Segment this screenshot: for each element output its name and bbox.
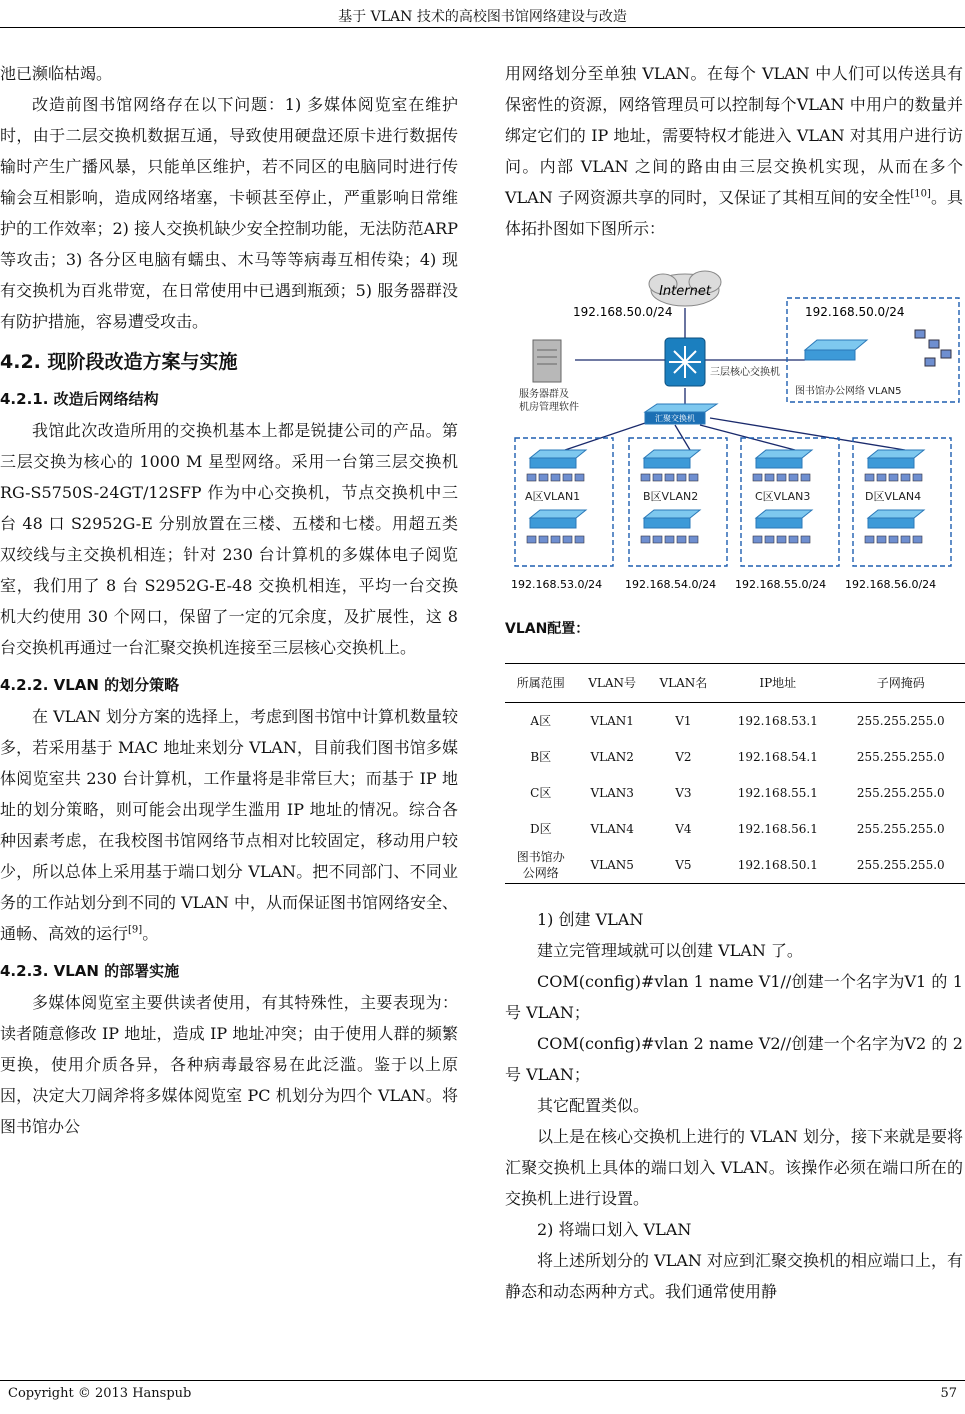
- zone-b-label: B区VLAN2: [643, 490, 699, 503]
- code-paragraph: COM(config)#vlan 1 name V1//创建一个名字为V1 的 1 号 VLAN；: [505, 972, 963, 1022]
- zone-a-label: A区VLAN1: [525, 490, 581, 503]
- column-header: VLAN名: [648, 664, 719, 703]
- copyright-footer: Copyright © 2013 Hanspub: [8, 1386, 192, 1401]
- paragraph: 多媒体阅览室主要供读者使用，有其特殊性，主要表现为：读者随意修改 IP 地址，造成 IP 地址冲突；由于使用人群的频繁更换，使用介质各异，各种病毒最容易在此泛滥。鉴于以上原因，决定大刀阔斧将多媒体阅览室 PC 机划分为四个 VLAN。将图书馆办公: [0, 993, 458, 1136]
- internet-label: Internet: [659, 284, 711, 299]
- internet-cloud-icon: [649, 271, 721, 306]
- subsection-heading-4-2-3: 4.2.3. VLAN 的部署实施: [0, 962, 180, 980]
- citation-ref: [10]: [910, 188, 931, 200]
- aggregation-switch-label: 汇聚交换机: [655, 414, 695, 423]
- table-cell: 图书馆办 公网络: [505, 847, 577, 884]
- citation-ref: [9]: [128, 924, 143, 936]
- office-switch-icon: [805, 340, 867, 360]
- zone-c-network: 192.168.55.0/24: [735, 578, 827, 591]
- network-label-left: 192.168.50.0/24: [573, 305, 673, 319]
- paragraph: 其它配置类似。: [537, 1096, 650, 1115]
- table-cell: VLAN5: [577, 847, 648, 884]
- zone-d-label: D区VLAN4: [865, 490, 922, 503]
- table-cell: V4: [675, 822, 692, 836]
- left-column: [0, 58, 458, 1142]
- table-cell: V2: [675, 750, 692, 764]
- column-header: 子网掩码: [837, 664, 965, 703]
- zone-d-network: 192.168.56.0/24: [845, 578, 937, 591]
- paragraph: 我馆此次改造所用的交换机基本上都是锐捷公司的产品。第三层交换为核心的 1000 M 星型网络。采用一台第三层交换机 RG-S5750S-24GT/12SFP 作为中心交换机，节点交换机中三台 48 口 S2952G-E 分别放置在三楼、五楼和七楼。用超五类双绞线与主交换机相连；针对 230 台计算机的多媒体电子阅览室，我们用了 8 台 S2952G-E-48 交换机相连，平均一台交换机大约使用 30 个网口，保留了一定的冗余度，及扩展性，这 8 台交换机再通过一台汇聚交换机连接至三层核心交换机上。: [0, 421, 458, 657]
- aggregation-switch-icon: [645, 404, 717, 424]
- table-cell: B区: [530, 750, 552, 764]
- server-label-2: 机房管理软件: [519, 402, 579, 413]
- table-cell: 255.255.255.0: [856, 786, 945, 800]
- table-cell: C区: [530, 786, 552, 800]
- table-cell: A区: [530, 714, 552, 728]
- network-label-right: 192.168.50.0/24: [805, 305, 905, 319]
- paragraph-end: 。: [142, 924, 159, 943]
- zone-a-network: 192.168.53.0/24: [511, 578, 603, 591]
- core-switch-icon: [665, 338, 705, 386]
- table-row: [505, 775, 965, 811]
- server-label-1: 服务器群及: [519, 389, 569, 400]
- column-header: 所属范围: [505, 664, 577, 703]
- paragraph: 将上述所划分的 VLAN 对应到汇聚交换机的相应端口上，有静态和动态两种方式。我们通常使用静: [505, 1251, 963, 1301]
- table-cell: 255.255.255.0: [837, 847, 965, 884]
- table-cell: VLAN4: [590, 822, 634, 836]
- table-cell: 255.255.255.0: [856, 822, 945, 836]
- table-cell: VLAN2: [590, 750, 634, 764]
- paragraph-text: 用网络划分至单独 VLAN。在每个 VLAN 中人们可以传送具有保密性的资源，网络管理员可以控制每个VLAN 中用户的数量并绑定它们的 IP 地址，需要特权才能进入 VLAN 对其用户进行访问。内部 VLAN 之间的路由由三层交换机实现，从而在多个 VLAN 子网资源共享的同时，又保证了其相互间的安全性: [505, 64, 963, 207]
- table-cell: 192.168.55.1: [737, 786, 818, 800]
- paragraph: 以上是在核心交换机上进行的 VLAN 划分，接下来就是要将汇聚交换机上具体的端口划入 VLAN。该操作必须在端口所在的交换机上进行设置。: [505, 1127, 963, 1208]
- vlan-config-table: [505, 663, 965, 884]
- topology-diagram: [505, 260, 963, 600]
- table-header-row: [505, 664, 965, 703]
- table-row: [505, 811, 965, 847]
- paragraph: 改造前图书馆网络存在以下问题：1) 多媒体阅览室在维护时，由于二层交换机数据互通，导致使用硬盘还原卡进行数据传输时产生广播风暴，只能单区维护，若不同区的电脑同时进行传输会互相影响，造成网络堵塞，卡顿甚至停止，严重影响日常维护的工作效率；2) 接人交换机缺少安全控制功能，无法防范ARP 等攻击；3) 各分区电脑有蠕虫、木马等等病毒互相传染；4) 现有交换机为百兆带宽，在日常使用中已遇到瓶颈；5) 服务器群没有防护措施，容易遭受攻击。: [0, 95, 458, 331]
- table-row: [505, 739, 965, 775]
- core-switch-label: 三层核心交换机: [710, 367, 780, 378]
- zone-c-label: C区VLAN3: [755, 490, 811, 503]
- table-cell: VLAN3: [590, 786, 634, 800]
- table-cell: 192.168.54.1: [737, 750, 818, 764]
- paragraph: [505, 58, 963, 244]
- table-cell: 192.168.53.1: [737, 714, 818, 728]
- paragraph: 池已濒临枯竭。: [0, 64, 113, 83]
- running-header: 基于 VLAN 技术的高校图书馆网络建设与改造: [338, 9, 627, 25]
- paragraph-text: 在 VLAN 划分方案的选择上，考虑到图书馆中计算机数量较多，若采用基于 MAC 地址来划分 VLAN，目前我们图书馆多媒体阅览室共 230 台计算机，工作量将是非常巨大；而基于 IP 地址的划分策略，则可能会出现学生滥用 IP 地址的情况。综合各种因素考虑，在我校图书馆网络节点相对比较固定，移动用户较少，所以总体上采用基于端口划分 VLAN。把不同部门、不同业务的工作站划分到不同的 VLAN 中，从而保证图书馆网络安全、通畅、高效的运行: [0, 707, 458, 943]
- footer-rule: [0, 1380, 965, 1381]
- step-heading: 2) 将端口划入 VLAN: [537, 1220, 692, 1239]
- code-paragraph: COM(config)#vlan 2 name V2//创建一个名字为V2 的 2 号 VLAN；: [505, 1034, 963, 1084]
- network-links: [565, 308, 905, 450]
- section-heading-4-2: 4.2. 现阶段改造方案与实施: [0, 351, 238, 373]
- table-cell: 192.168.56.1: [737, 822, 818, 836]
- table-cell: V5: [648, 847, 719, 884]
- table-cell: VLAN1: [590, 714, 634, 728]
- paragraph: 建立完管理域就可以创建 VLAN 了。: [537, 941, 803, 960]
- table-cell: V1: [675, 714, 692, 728]
- table-cell: 192.168.50.1: [719, 847, 837, 884]
- table-cell: D区: [529, 822, 552, 836]
- table-row: [505, 847, 965, 884]
- page-number: 57: [940, 1386, 957, 1401]
- column-header: IP地址: [719, 664, 837, 703]
- step-heading: 1) 创建 VLAN: [537, 910, 644, 929]
- table-cell: 255.255.255.0: [856, 714, 945, 728]
- zone-b-network: 192.168.54.0/24: [625, 578, 717, 591]
- office-pc-icons: [915, 330, 951, 366]
- subsection-heading-4-2-1: 4.2.1. 改造后网络结构: [0, 390, 159, 408]
- topology-figure: [505, 260, 963, 600]
- paragraph-end: 。具体拓扑图如下图所示：: [505, 188, 963, 238]
- table-row: [505, 703, 965, 740]
- zone-pc-icons: [527, 474, 922, 543]
- paragraph: [0, 701, 458, 949]
- column-header: VLAN号: [577, 664, 648, 703]
- subsection-heading-4-2-2: 4.2.2. VLAN 的划分策略: [0, 676, 180, 694]
- server-icon: [533, 340, 561, 382]
- header-rule: [0, 27, 965, 28]
- table-cell: V3: [675, 786, 692, 800]
- office-label: 图书馆办公网络 VLAN5: [795, 386, 902, 397]
- right-column: [505, 58, 963, 1307]
- table-cell: 255.255.255.0: [856, 750, 945, 764]
- table-title: VLAN配置：: [505, 621, 590, 637]
